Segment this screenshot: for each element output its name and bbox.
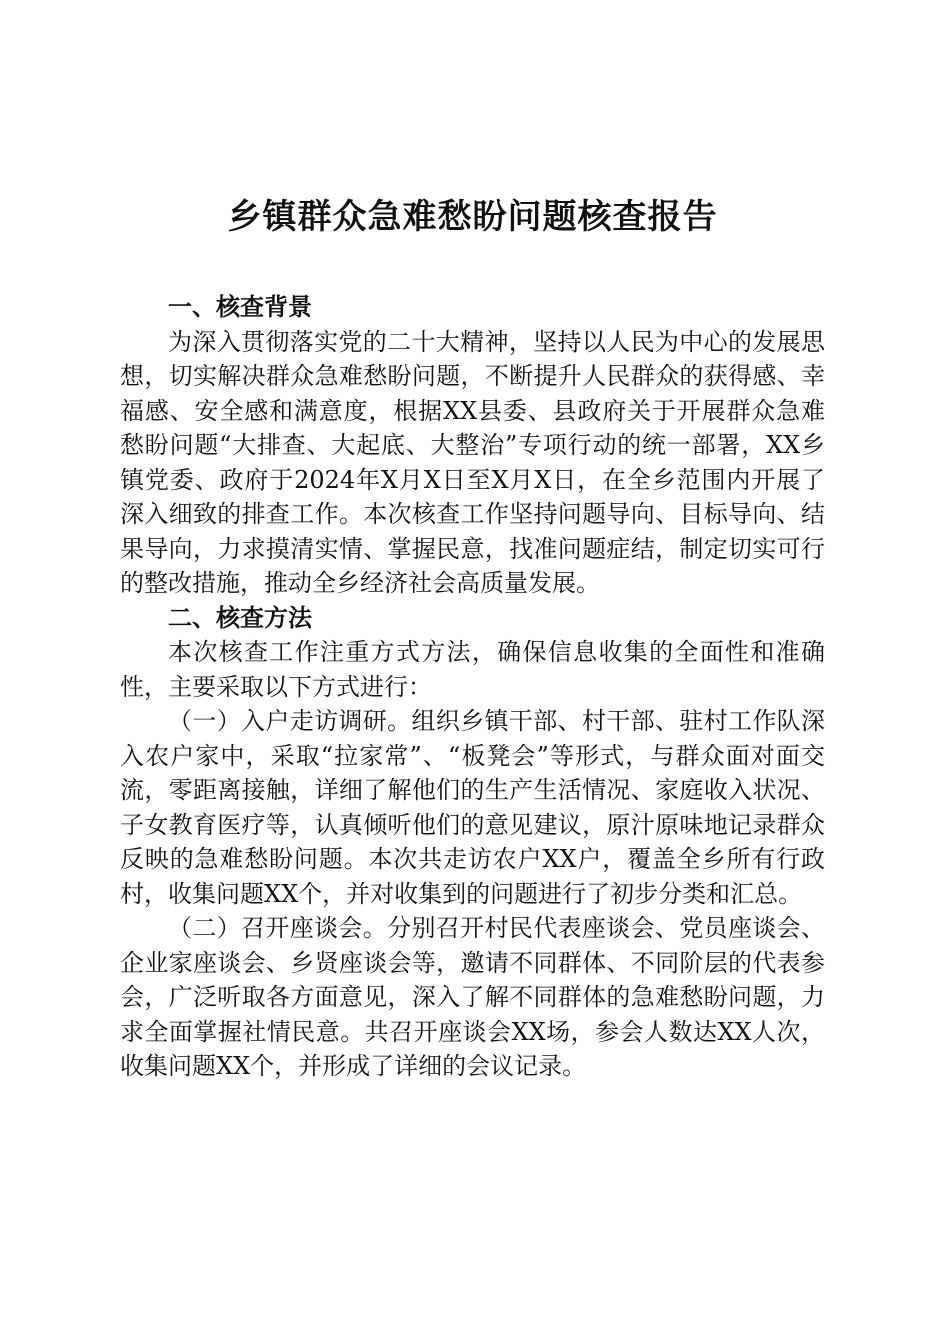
- section-heading-background: 一、核查背景: [168, 293, 312, 321]
- section-heading-method: 二、核查方法: [168, 603, 312, 632]
- method-item-text: 组织乡镇干部、村干部、驻村工作队深入农户家中，采取“拉家常”、“板凳会”等形式，与群众面对面交流，零距离接触，详细了解他们的生产生活情况、家庭收入状况、子女教育医疗等，认真倾听他们的意见建议，原汁原味地记录群众反映的急难愁盼问题。本次共走访农户XX户，覆盖全乡所有行政村，收集问题XX个，并对收集到的问题进行了初步分类和汇总。: [120, 707, 826, 908]
- method-item-text: 分别召开村民代表座谈会、党员座谈会、企业家座谈会、乡贤座谈会等，邀请不同群体、不同阶层的代表参会，广泛听取各方面意见，深入了解不同群体的急难愁盼问题，力求全面掌握社情民意。共召开座谈会XX场，参会人数达XX人次，收集问题XX个，并形成了详细的会议记录。: [120, 914, 826, 1080]
- method-item-home-visits: [120, 704, 825, 911]
- background-paragraph: 为深入贯彻落实党的二十大精神，坚持以人民为中心的发展思想，切实解决群众急难愁盼问题，不断提升人民群众的获得感、幸福感、安全感和满意度，根据XX县委、县政府关于开展群众急难愁盼问题“大排查、大起底、大整治”专项行动的统一部署，XX乡镇党委、政府于2024年X月X日至X月X日，在全乡范围内开展了深入细致的排查工作。本次核查工作坚持问题导向、目标导向、结果导向，力求摸清实情、掌握民意，找准问题症结，制定切实可行的整改措施，推动全乡经济社会高质量发展。: [120, 327, 825, 597]
- method-intro-paragraph: 本次核查工作注重方式方法，确保信息收集的全面性和准确性，主要采取以下方式进行：: [120, 638, 825, 701]
- document-body: [120, 290, 825, 1084]
- method-item-label: （二）召开座谈会。: [168, 914, 388, 942]
- method-item-symposium: [120, 911, 825, 1084]
- document-title: 乡镇群众急难愁盼问题核查报告: [227, 197, 718, 237]
- method-item-label: （一）入户走访调研。: [168, 707, 412, 735]
